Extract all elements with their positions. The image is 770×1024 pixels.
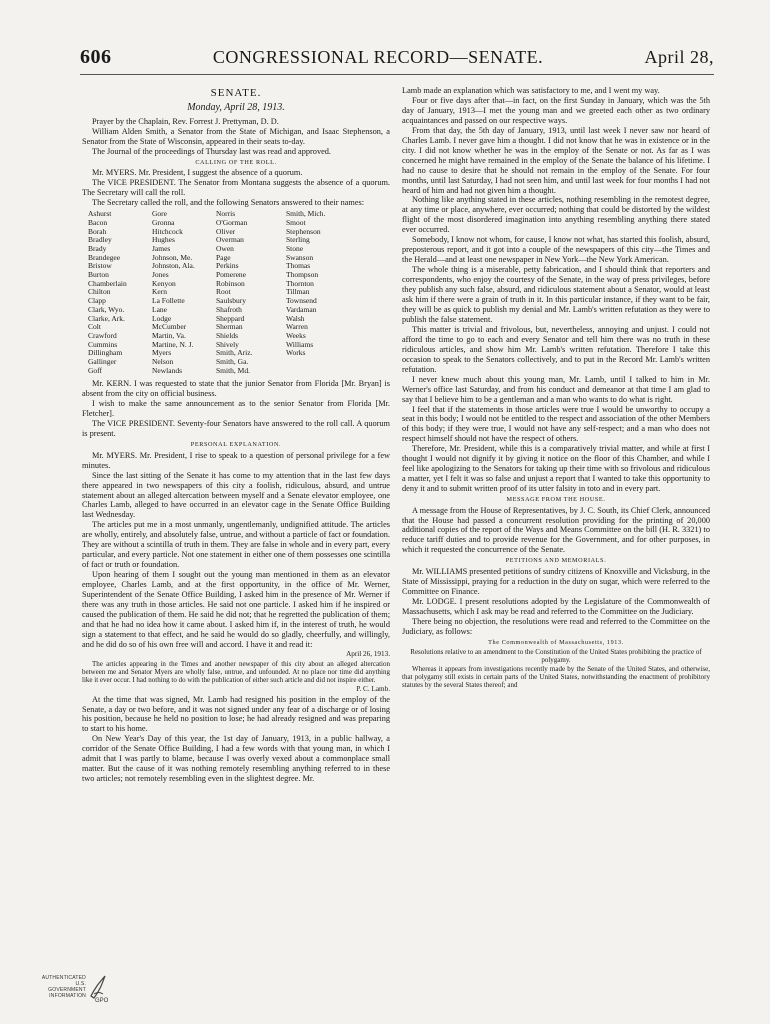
right-column bbox=[402, 86, 710, 690]
section-heading: SENATE. bbox=[210, 87, 262, 99]
senator-name: Goff bbox=[88, 365, 103, 375]
senator-name: Martine, N. J. bbox=[152, 339, 194, 349]
senator-name: Crawford bbox=[88, 330, 117, 340]
letter-text: The articles appearing in the Times and another newspaper of this city about an alleged altercation between me and Senator Myers are wholly false, untrue, and unfounded. At no place nor time did anything like it ever occur. I had nothing to do with the publication of either such article and did not inspire either. bbox=[82, 659, 390, 685]
resolution-text: Whereas it appears from investigations recently made by the Senate of the United States, and otherwise, that polygamy still exists in certain parts of the United States, notwithstanding the enactment of prohibitory statutes by the several States thereof; and bbox=[402, 664, 710, 690]
senator-name: Perkins bbox=[216, 261, 239, 271]
paragraph: A message from the House of Representatives, by J. C. South, its Chief Clerk, announced that the House had passed a concurrent resolution providing for the printing of 20,000 additional copies of the report of the Ways and Means Committee on the bill (H. R. 3321) to reduce tariff duties and to provide revenue for the Government, and for other purposes, in which it requested the concurrence of the Senate. bbox=[402, 505, 710, 555]
senator-name: Sheppard bbox=[216, 313, 245, 323]
paragraph: Somebody, I know not whom, for cause, I know not what, has started this foolish, absurd, preposterous report, and it got into a couple of the newspapers of this city—the Times and the Herald—and at least one newspaper in New York—the New York American. bbox=[402, 235, 710, 265]
senator-name: Cummins bbox=[88, 339, 118, 349]
paragraph: Upon hearing of them I sought out the young man mentioned in them as an elevator employee, Charles Lamb, and at the first opportunity, in the office of Mr. Werner, Superintendent of the Senate Office Building, I asked him in the presence of Mr. Werner if there was any truth in those articles. He said not one particle. I asked him if he inspired or caused the publication of them. He said he did not; that he regretted the publication of them; and that he had no idea how it came about. I asked him if, in the interest of truth, he would sign a statement to that effect, and he said he would do so gladly, cheerfully, and willingly, and he did do so of his own free will and accord. I have it and read it: bbox=[82, 570, 390, 649]
senator-name: Shively bbox=[216, 339, 239, 349]
senator-name: Swanson bbox=[286, 252, 314, 262]
senator-name: Townsend bbox=[286, 296, 317, 306]
senator-name: Walsh bbox=[286, 313, 305, 323]
senator-name: Stone bbox=[286, 243, 304, 253]
senator-name: Stephenson bbox=[286, 226, 321, 236]
header-rule bbox=[80, 74, 714, 75]
senator-name: Johnston, Ala. bbox=[152, 261, 195, 271]
senator-name: Warren bbox=[286, 322, 308, 332]
senator-name: Bradley bbox=[88, 235, 112, 245]
senator-name: Smith, Md. bbox=[216, 365, 250, 375]
senator-name: Dillingham bbox=[88, 348, 123, 358]
authenticated-logo bbox=[40, 962, 110, 1012]
senator-name: Newlands bbox=[152, 365, 182, 375]
letter-date: April 26, 1913. bbox=[346, 649, 390, 658]
senator-name: Johnson, Me. bbox=[152, 252, 193, 262]
paragraph: There being no objection, the resolutions were read and referred to the Committee on the Judiciary, as follows: bbox=[402, 616, 710, 636]
senator-name: Root bbox=[216, 287, 231, 297]
senator-name: Lodge bbox=[152, 313, 172, 323]
letter-signature: P. C. Lamb. bbox=[356, 684, 390, 693]
senator-name: Ashurst bbox=[88, 209, 112, 219]
senator-name: Smith, Ga. bbox=[216, 357, 249, 367]
paragraph: Mr. LODGE. I present resolutions adopted by the Legislature of the Commonwealth of Massachusetts, which I ask may be read and referred to the Committee on the Judiciary. bbox=[402, 596, 710, 616]
senator-name: Sherman bbox=[216, 322, 243, 332]
names-column-2 bbox=[152, 210, 216, 375]
senator-name: Borah bbox=[88, 226, 107, 236]
senator-name: Weeks bbox=[286, 330, 306, 340]
senator-name: Robinson bbox=[216, 278, 245, 288]
senator-name: Oliver bbox=[216, 226, 236, 236]
senator-name: Hitchcock bbox=[152, 226, 183, 236]
senator-name: McCumber bbox=[152, 322, 187, 332]
senator-name: Colt bbox=[88, 322, 101, 332]
senator-name: O'Gorman bbox=[216, 217, 248, 227]
senator-name: Martin, Va. bbox=[152, 330, 186, 340]
senator-name: Smoot bbox=[286, 217, 306, 227]
paragraph: On New Year's Day of this year, the 1st day of January, 1913, in a public hallway, a corridor of the Senate Office Building, I had a few words with that young man, in which I admit that I was partly to blame, because I was overly vexed about a commonplace small matter. But the cause of it was nothing remotely resembling anything referred to in these two articles; not remotely resembling even in the slightest degree. Mr. bbox=[82, 734, 390, 784]
senator-name: Clark, Wyo. bbox=[88, 304, 125, 314]
paragraph: From that day, the 5th day of January, 1913, until last week I never saw nor heard of Charles Lamb. I never gave him a thought. I did not know that he was in existence or in the city. I did not know whether he was in the employ of the Senate or not. As far as I was concerned he might have remained in the employ of the Senate the balance of his lifetime. I had no cause to desire that he should not remain in the employ of the Senate. For four months, until last Saturday, I had not seen him, and until last week for four months I had not heard of him and had not given him a thought. bbox=[402, 125, 710, 195]
senator-name: Nelson bbox=[152, 357, 174, 367]
paragraph: Mr. KERN. I was requested to state that the junior Senator from Florida [Mr. Bryan] is absent from the city on official business. bbox=[82, 379, 390, 399]
subheading: MESSAGE FROM THE HOUSE. bbox=[506, 496, 606, 504]
paragraph: The whole thing is a miserable, petty fabrication, and I should think that reporters and correspondents, who enjoy the courtesy of the Senate, in the way of press privileges, before they publish any such false, absurd, and ridiculous statement about a Senator, would at least ask him if there were a grain of truth in it. In this particular instance, if they want to be fair, they will be as quick to publish my denial and Mr. Lamb's written refutation as they were to publish the false statement. bbox=[402, 265, 710, 324]
subheading: PERSONAL EXPLANATION. bbox=[190, 441, 282, 449]
senator-name: Burton bbox=[88, 270, 109, 280]
session-date: Monday, April 28, 1913. bbox=[187, 102, 285, 113]
paragraph: Nothing like anything stated in these articles, nothing resembling in the remotest degree, at any time or place, anywhere, ever occurred; nothing that could be distorted by the wildest flight of the most disordered imagination into anything resembling anything there stated ever occurred. bbox=[402, 195, 710, 235]
paragraph: Prayer by the Chaplain, Rev. Forrest J. Prettyman, D. D. bbox=[92, 117, 279, 126]
senator-name: Owen bbox=[216, 243, 234, 253]
senator-name: Bacon bbox=[88, 217, 108, 227]
senator-name: Gore bbox=[152, 209, 167, 219]
gpo-label: GPO bbox=[95, 998, 109, 1004]
paragraph: At the time that was signed, Mr. Lamb had resigned his position in the employ of the Senate, a day or two before, and it was not signed under any fear of a discharge or of losing his position, because he held no position to lose; he had already resigned and was preparing to start to his home. bbox=[82, 694, 390, 734]
senator-name: Gronna bbox=[152, 217, 175, 227]
senator-name: Thompson bbox=[286, 270, 319, 280]
senator-name: Jones bbox=[152, 270, 169, 280]
senator-name: Smith, Ariz. bbox=[216, 348, 253, 358]
paragraph: This matter is trivial and frivolous, but, nevertheless, annoying and unjust. I could not afford the time to go to each and every Senator and tell him there was no truth in these ridiculous articles, and show him Mr. Lamb's written refutation. Therefore I take this occasion to speak to the Senators collectively, and to put in the Record Mr. Lamb's written refutation. bbox=[402, 324, 710, 374]
names-column-4 bbox=[286, 210, 390, 375]
senator-name: Page bbox=[216, 252, 231, 262]
commonwealth-heading: The Commonwealth of Massachusetts, 1913. bbox=[488, 638, 624, 646]
senator-name: Vardaman bbox=[286, 304, 317, 314]
senator-name: Norris bbox=[216, 209, 236, 219]
paragraph: Mr. WILLIAMS presented petitions of sundry citizens of Knoxville and Vicksburg, in the State of Mississippi, praying for a reduction in the duty on sugar, which were referred to the Committee on Finance. bbox=[402, 566, 710, 596]
senator-name: Works bbox=[286, 348, 306, 358]
senator-name: Sterling bbox=[286, 235, 310, 245]
paragraph: The VICE PRESIDENT. Seventy-four Senators have answered to the roll call. A quorum is present. bbox=[82, 419, 390, 439]
senator-name: Kenyon bbox=[152, 278, 176, 288]
senator-name: Thomas bbox=[286, 261, 311, 271]
paragraph: Four or five days after that—in fact, on the first Sunday in January, which was the 5th day of January, 1913—I met the young man and we greeted each other as two ordinary acquaintances and passed on our respective ways. bbox=[402, 95, 710, 125]
paragraph: I wish to make the same announcement as to the senior Senator from Florida [Mr. Fletcher]. bbox=[82, 399, 390, 419]
paragraph: I never knew much about this young man, Mr. Lamb, until I talked to him in Mr. Werner's office last Saturday, and from his conduct and demeanor at that time I am glad to say that I believe him to be a gentleman and a man who wants to do what is right. bbox=[402, 374, 710, 404]
roll-call-list bbox=[88, 210, 390, 375]
senator-name: Clarke, Ark. bbox=[88, 313, 125, 323]
senator-name: Chilton bbox=[88, 287, 111, 297]
subheading: CALLING OF THE ROLL. bbox=[195, 158, 277, 166]
senator-name: James bbox=[152, 243, 171, 253]
senator-name: Smith, Mich. bbox=[286, 209, 326, 219]
paragraph: The Secretary called the roll, and the following Senators answered to their names: bbox=[92, 198, 365, 208]
senator-name: Clapp bbox=[88, 296, 106, 306]
senator-name: Hughes bbox=[152, 235, 175, 245]
senator-name: La Follette bbox=[152, 296, 185, 306]
page-title: CONGRESSIONAL RECORD—SENATE. bbox=[212, 47, 544, 67]
paragraph: The VICE PRESIDENT. The Senator from Montana suggests the absence of a quorum. The Secretary will call the roll. bbox=[82, 178, 390, 198]
paragraph: The Journal of the proceedings of Thursday last was read and approved. bbox=[92, 146, 331, 156]
subheading: PETITIONS AND MEMORIALS. bbox=[505, 557, 607, 565]
senator-name: Pomerene bbox=[216, 270, 246, 280]
header-date: April 28, bbox=[644, 47, 714, 67]
senator-name: Thornton bbox=[286, 278, 314, 288]
senator-name: Brandegee bbox=[88, 252, 121, 262]
senator-name: Myers bbox=[152, 348, 172, 358]
senator-name: Lane bbox=[152, 304, 167, 314]
paragraph: Lamb made an explanation which was satisfactory to me, and I went my way. bbox=[402, 86, 660, 95]
senator-name: Williams bbox=[286, 339, 314, 349]
resolution-title: Resolutions relative to an amendment to the Constitution of the United States prohibiting the practice of polygamy. bbox=[410, 648, 702, 665]
page-number: 606 bbox=[80, 46, 112, 68]
senator-name: Shafroth bbox=[216, 304, 242, 314]
senator-name: Tillman bbox=[286, 287, 310, 297]
paragraph: I feel that if the statements in those articles were true I would be unworthy to occupy a seat in this body; I would not be entitled to the respect and association of the other Members of this body; if they were true, I would not have any self-respect; and a man who does not respect himself should not have the respect of others. bbox=[402, 404, 710, 444]
senator-name: Gallinger bbox=[88, 357, 117, 367]
senator-name: Saulsbury bbox=[216, 296, 246, 306]
senator-name: Shields bbox=[216, 330, 239, 340]
logo-text: AUTHENTICATED U.S. GOVERNMENT INFORMATION bbox=[41, 975, 86, 999]
paragraph: Therefore, Mr. President, while this is a comparatively trivial matter, and while at first I thought I would not dignify it by giving it notice on the floor of this Chamber, and while I feel like apologizing to the Senators for taking up their time with so frivolous and ridiculous a matter, yet I felt it was so false and unjust a report that I wanted to take this opportunity to deny it and to submit written proof of its utter falsity in toto and in every part. bbox=[402, 444, 710, 494]
senator-name: Brady bbox=[88, 243, 107, 253]
left-column bbox=[82, 86, 390, 784]
senator-name: Kern bbox=[152, 287, 167, 297]
senator-name: Bristow bbox=[88, 261, 112, 271]
page-header bbox=[80, 46, 714, 70]
paragraph: Mr. MYERS. Mr. President, I suggest the absence of a quorum. bbox=[92, 168, 303, 178]
names-column-1 bbox=[88, 210, 152, 375]
names-column-3 bbox=[216, 210, 286, 375]
paragraph: Mr. MYERS. Mr. President, I rise to speak to a question of personal privilege for a few minutes. bbox=[82, 450, 390, 470]
senator-name: Overman bbox=[216, 235, 244, 245]
paragraph: The articles put me in a most unmanly, ungentlemanly, undignified attitude. The articles are wholly, entirely, and absolutely false, untrue, and without a particle of fact or foundation. They are without a scintilla of truth in them. They are false in whole and in every part, every particular, and every particle. Not one statement in either one of them possesses one scintilla of fact or truth or foundation. bbox=[82, 520, 390, 570]
paragraph: Since the last sitting of the Senate it has come to my attention that in the last few days there appeared in two newspapers of this city a foolish, ridiculous, absurd, and untrue statement about an alleged altercation between myself and a Senate elevator employee, one Charles Lamb, alleged to have occurred in an elevator cage in the Senate Office Building last Wednesday. bbox=[82, 470, 390, 520]
paragraph: William Alden Smith, a Senator from the State of Michigan, and Isaac Stephenson, a Senator from the State of Wisconsin, appeared in their seats to-day. bbox=[82, 126, 390, 146]
senator-name: Chamberlain bbox=[88, 278, 127, 288]
